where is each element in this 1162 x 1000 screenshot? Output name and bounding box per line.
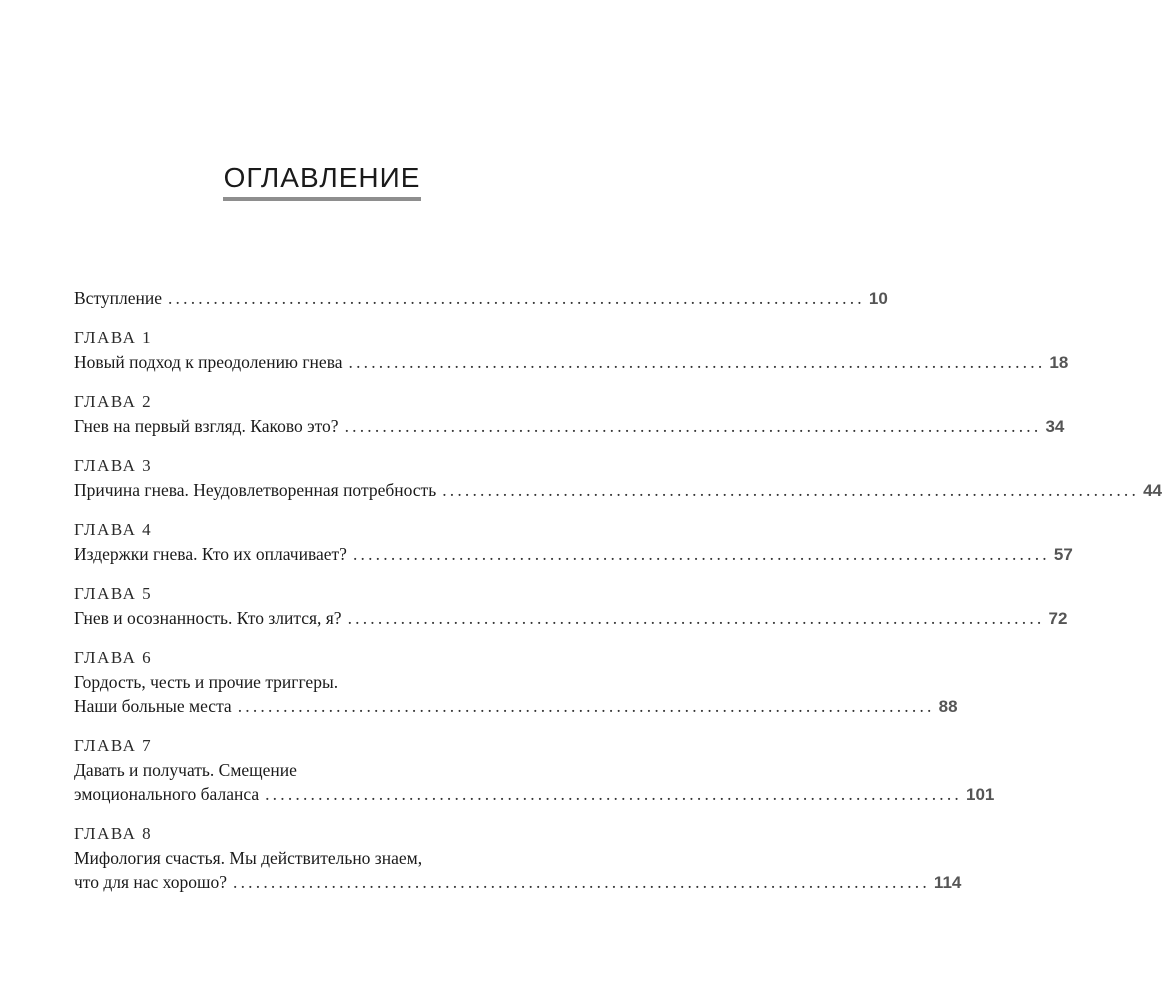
- chapter-label: ГЛАВА 7: [74, 736, 153, 755]
- toc-entry-title: Наши больные места: [74, 696, 232, 716]
- chapter-label: ГЛАВА 3: [74, 456, 153, 475]
- table-of-contents: [74, 286, 1162, 910]
- toc-page-number: 88: [938, 697, 958, 716]
- dot-leader: ............................................................................................: [167, 288, 865, 308]
- toc-entry-chapter-1[interactable]: [74, 326, 1069, 375]
- dot-leader: ............................................................................................: [352, 544, 1050, 564]
- dot-leader: ............................................................................................: [237, 696, 935, 716]
- toc-entry-title: Причина гнева. Неудовлетворенная потребность: [74, 480, 437, 500]
- toc-entry-title: Вступление: [74, 288, 162, 308]
- chapter-label: ГЛАВА 6: [74, 648, 153, 667]
- chapter-label: ГЛАВА 2: [74, 392, 153, 411]
- toc-page-number: 10: [868, 289, 888, 308]
- toc-entry-line: [74, 606, 1068, 631]
- toc-page-number: 101: [966, 785, 995, 804]
- toc-entry-chapter-3[interactable]: [74, 454, 1162, 503]
- toc-entry-title: что для нас хорошо?: [74, 872, 228, 892]
- toc-entry-chapter-4[interactable]: [74, 518, 1073, 567]
- toc-entry-title: Новый подход к преодолению гнева: [74, 352, 343, 372]
- toc-entry-line: [74, 782, 995, 807]
- toc-entry-chapter-5[interactable]: [74, 582, 1068, 631]
- toc-entry-line: [74, 870, 962, 895]
- toc-entry-chapter-2[interactable]: [74, 390, 1065, 439]
- toc-page-number: 34: [1045, 417, 1065, 436]
- toc-entry-title: Издержки гнева. Кто их оплачивает?: [74, 544, 347, 564]
- toc-entry-chapter-8[interactable]: [74, 822, 962, 895]
- toc-entry-line: [74, 414, 1065, 439]
- toc-entry-chapter-7[interactable]: [74, 734, 995, 807]
- chapter-label: ГЛАВА 4: [74, 520, 153, 539]
- page-title: ОГЛАВЛЕНИЕ: [223, 162, 422, 201]
- toc-entry-title-line: Мифология счастья. Мы действительно знаем,: [74, 848, 423, 868]
- dot-leader: ............................................................................................: [348, 352, 1046, 372]
- chapter-label: ГЛАВА 5: [74, 584, 153, 603]
- toc-entry-title-line: Давать и получать. Смещение: [74, 760, 297, 780]
- toc-page-number: 44: [1143, 481, 1162, 500]
- toc-entry-title: Гнев и осознанность. Кто злится, я?: [74, 608, 342, 628]
- toc-page-number: 114: [933, 873, 962, 892]
- toc-entry-intro[interactable]: [74, 286, 888, 311]
- toc-entry-line: [74, 350, 1069, 375]
- dot-leader: ............................................................................................: [344, 416, 1042, 436]
- toc-entry-title: Гнев на первый взгляд. Каково это?: [74, 416, 339, 436]
- dot-leader: ............................................................................................: [265, 784, 962, 804]
- chapter-label: ГЛАВА 8: [74, 824, 153, 843]
- toc-page-number: 57: [1053, 545, 1073, 564]
- dot-leader: ............................................................................................: [347, 608, 1045, 628]
- toc-entry-line: [74, 694, 958, 719]
- toc-heading: [0, 162, 644, 201]
- toc-entry-chapter-6[interactable]: [74, 646, 958, 719]
- toc-entry-line: [74, 542, 1073, 567]
- chapter-label: ГЛАВА 1: [74, 328, 153, 347]
- toc-entry-line: [74, 478, 1162, 503]
- toc-entry-title: эмоционального баланса: [74, 784, 260, 804]
- toc-page-number: 18: [1049, 353, 1069, 372]
- toc-page-number: 72: [1048, 609, 1068, 628]
- dot-leader: ............................................................................................: [233, 872, 930, 892]
- dot-leader: ............................................................................................: [442, 480, 1140, 500]
- toc-entry-line: [74, 286, 888, 311]
- toc-entry-title-line: Гордость, честь и прочие триггеры.: [74, 672, 339, 692]
